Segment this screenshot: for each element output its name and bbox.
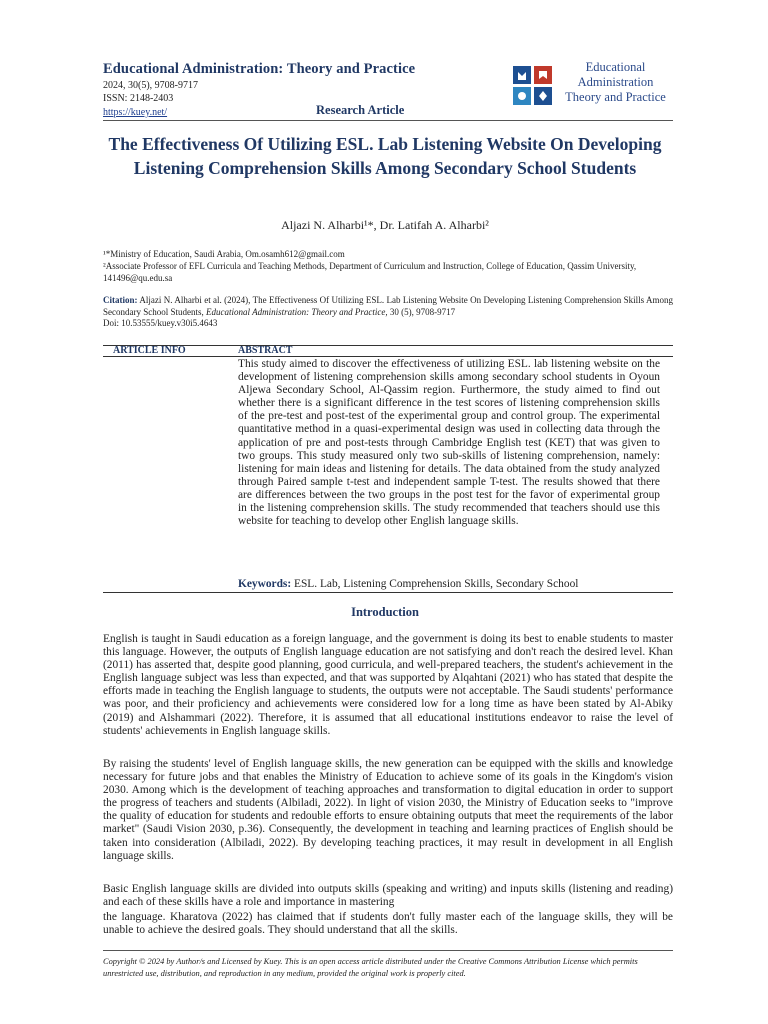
issue-line: 2024, 30(5), 9708-9717 <box>103 80 198 91</box>
paper-title: The Effectiveness Of Utilizing ESL. Lab Listening Website On Developing Listening Comprehension Skills Among Secondary School Students <box>108 134 662 178</box>
journal-logo <box>508 58 674 114</box>
intro-paragraph-1: English is taught in Saudi education as a foreign language, and the government is doing its best to enable students to master this language. However, the outputs of English language education are not satisfying and don't reach the desired level. Khan (2011) has asserted that, despite good planning, good curricula, and well-prepared teachers, the student's achievement in the English language subject was less than expected, and that was supported by Alqahtani (2021) who has stated that despite the efforts made in teaching the English language to students, the outputs were not acceptable. The Saudi students' performance was poor, and their proficiency and achievements were considered low for a long time as have been stated by Al-Abiky (2019) and Alshammari (2022). Therefore, it is assumed that all educational institutions endeavor to raise the level of students' achievements in English language skills. <box>103 633 673 737</box>
info-rule-header <box>103 356 673 357</box>
keywords-label: Keywords: <box>238 578 292 590</box>
introduction-heading: Introduction <box>351 605 419 619</box>
affiliation-2: ²Associate Professor of EFL Curricula and Teaching Methods, Department of Curriculum and Instruction, College of Education, Qassim University, 141496@qu.edu.sa <box>103 261 637 283</box>
intro-paragraph-4: the language. Kharatova (2022) has claimed that if students don't fully master each of the language skills, they will be unable to achieve the desired goals. They should understand that all the skills. <box>103 911 673 937</box>
article-type: Research Article <box>316 103 405 117</box>
issn-line: ISSN: 2148-2403 <box>103 93 174 104</box>
copyright-notice: Copyright © 2024 by Author/s and Licensed by Kuey. This is an open access article distributed under the Creative Commons Attribution License which permits unrestricted use, distribution, and reproduction in any medium, provided the original work is properly cited. <box>103 957 638 978</box>
citation-tail: 30 (5), 9708-9717 <box>389 306 456 317</box>
affiliation-1: ¹*Ministry of Education, Saudi Arabia, Om.osamh612@gmail.com <box>103 249 345 259</box>
abstract-text: This study aimed to discover the effectiveness of utilizing ESL. lab listening website on the development of listening comprehension skills among secondary school students in Oyoun Aljewa Secondary School, Al-Qassim region. Furthermore, the study aimed to find out whether there is a significant difference in the test scores of listening comprehension skills of the pre-test and post-test of the experimental group and control group. The experimental quantitative method in a quasi-experimental design was used in collecting data through the application of pre and post-tests through Cambridge English test (KET) that was given to two groups. This study measured only two sub-skills of listening comprehension, namely: listening for main ideas and listening for details. The data obtained from the study analyzed through Paired sample t-test and independent sample T-test. The results showed that there are differences between the two groups in the post test for the favor of experimental group in the listening comprehension skills. The study recommended that teachers should use this website for teaching to develop other English language skills. <box>238 358 660 528</box>
intro-paragraph-2: By raising the students' level of English language skills, the new generation can be equipped with the skills and knowledge necessary for future jobs and that enables the Ministry of Education to achieve some of its goals in the Kingdom's vision 2030. Among which is the development of teaching approaches and transformation to digital education in order to support the progress of teachers and students (Albiladi, 2022). In light of vision 2030, the Ministry of Education seeks to "improve the quality of education for students and redouble efforts to ensure obtaining outputs that meet the requirements of the labor market" (Saudi Vision 2030, p.36). Consequently, the development in teaching and learning practices of English should be taken into consideration (Albiladi, 2022). By developing teaching practices, it may result in development in all English language skills. <box>103 758 673 862</box>
intro-paragraph-3: Basic English language skills are divided into outputs skills (speaking and writing) and inputs skills (listening and reading) and each of these skills have a role and importance in mastering <box>103 883 673 909</box>
logo-text-line: Educational <box>585 60 646 74</box>
keywords-value: ESL. Lab, Listening Comprehension Skills, Secondary School <box>294 578 579 590</box>
logo-text-line: Theory and Practice <box>565 90 666 104</box>
citation-label: Citation: <box>103 295 138 305</box>
author-list: Aljazi N. Alharbi¹*, Dr. Latifah A. Alharbi² <box>281 218 489 232</box>
abstract-heading: ABSTRACT <box>238 345 293 356</box>
citation-text: Aljazi N. Alharbi et al. (2024), The Effectiveness Of Utilizing ESL. Lab Listening Website On Developing Listening Comprehension Skills Among Secondary School Students, <box>103 295 673 317</box>
info-rule-bottom <box>103 592 673 593</box>
journal-link[interactable]: https://kuey.net/ <box>103 107 168 118</box>
citation-block <box>103 295 673 330</box>
journal-title: Educational Administration: Theory and Practice <box>103 61 416 77</box>
article-info-heading: ARTICLE INFO <box>113 345 186 356</box>
info-rule-top <box>103 345 673 346</box>
doi: Doi: 10.53555/kuey.v30i5.4643 <box>103 318 218 328</box>
footer-divider <box>103 950 673 951</box>
journal-logo-icon <box>510 60 556 112</box>
citation-journal: Educational Administration: Theory and Practice, <box>206 306 388 317</box>
header-divider <box>103 120 673 121</box>
logo-text-line: Administration <box>577 75 654 89</box>
keywords-line <box>238 578 668 590</box>
